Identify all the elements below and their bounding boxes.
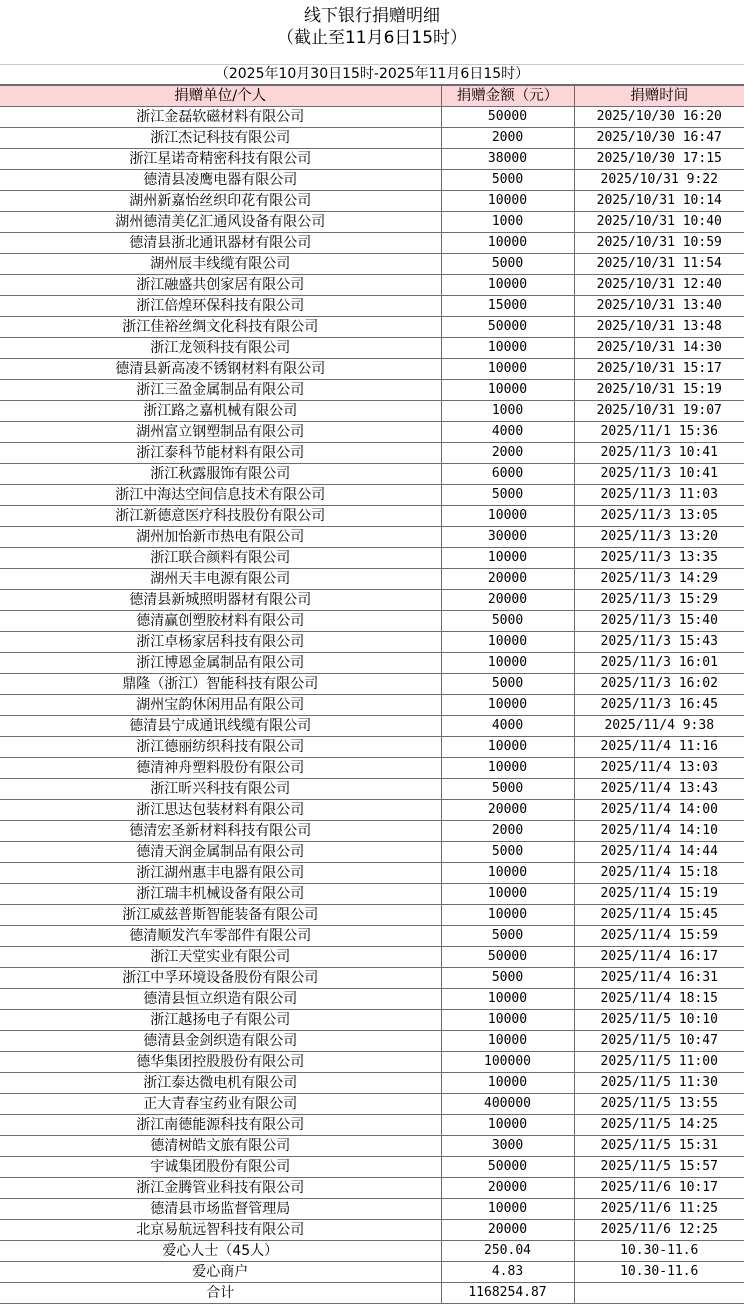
amount-cell: 10000 [441, 548, 574, 569]
amount-cell: 5000 [441, 842, 574, 863]
donor-cell: 爱心商户 [0, 1262, 441, 1283]
amount-cell: 10000 [441, 233, 574, 254]
table-row [0, 338, 744, 359]
amount-cell: 5000 [441, 779, 574, 800]
time-cell: 2025/11/3 14:29 [574, 569, 744, 590]
donor-cell: 浙江联合颜料有限公司 [0, 548, 441, 569]
amount-cell: 1000 [441, 212, 574, 233]
document-header [0, 0, 744, 65]
donor-cell: 浙江新德意医疗科技股份有限公司 [0, 506, 441, 527]
time-cell: 2025/11/5 14:25 [574, 1115, 744, 1136]
donor-cell: 德清县市场监督管理局 [0, 1199, 441, 1220]
table-row [0, 380, 744, 401]
document-subtitle: （截止至11月6日15时） [276, 28, 468, 48]
amount-cell: 5000 [441, 968, 574, 989]
time-cell: 2025/11/6 12:25 [574, 1220, 744, 1241]
donor-cell: 德清天润金属制品有限公司 [0, 842, 441, 863]
amount-cell: 10000 [441, 338, 574, 359]
amount-cell: 10000 [441, 695, 574, 716]
time-cell: 2025/11/3 10:41 [574, 464, 744, 485]
table-row [0, 422, 744, 443]
table-row [0, 842, 744, 863]
amount-cell: 10000 [441, 758, 574, 779]
amount-cell: 10000 [441, 632, 574, 653]
column-header-donor: 捐赠单位/个人 [0, 86, 441, 107]
table-row [0, 737, 744, 758]
table-row [0, 359, 744, 380]
amount-cell: 4000 [441, 422, 574, 443]
time-cell: 2025/11/3 15:40 [574, 611, 744, 632]
time-cell: 2025/10/31 10:40 [574, 212, 744, 233]
donor-cell: 湖州富立钢塑制品有限公司 [0, 422, 441, 443]
time-cell: 2025/11/3 16:45 [574, 695, 744, 716]
time-cell: 2025/11/3 16:01 [574, 653, 744, 674]
amount-cell: 5000 [441, 926, 574, 947]
time-cell: 2025/10/31 11:54 [574, 254, 744, 275]
donor-cell: 湖州加怡新市热电有限公司 [0, 527, 441, 548]
table-row [0, 464, 744, 485]
amount-cell: 10000 [441, 359, 574, 380]
time-cell: 2025/10/31 13:40 [574, 296, 744, 317]
donor-cell: 德清赢创塑胶材料有限公司 [0, 611, 441, 632]
column-header-time: 捐赠时间 [574, 86, 744, 107]
table-row [0, 506, 744, 527]
donor-cell: 德清县宁成通讯线缆有限公司 [0, 716, 441, 737]
time-cell: 2025/11/4 15:59 [574, 926, 744, 947]
table-row [0, 548, 744, 569]
donor-cell: 浙江泰科节能材料有限公司 [0, 443, 441, 464]
donor-cell: 湖州辰丰线缆有限公司 [0, 254, 441, 275]
amount-cell: 10000 [441, 191, 574, 212]
time-cell: 2025/11/4 14:44 [574, 842, 744, 863]
time-cell: 2025/10/30 16:20 [574, 107, 744, 128]
table-row [0, 443, 744, 464]
amount-cell: 10000 [441, 275, 574, 296]
donor-cell: 湖州新嘉怡丝织印花有限公司 [0, 191, 441, 212]
donor-cell: 湖州天丰电源有限公司 [0, 569, 441, 590]
table-row [0, 1115, 744, 1136]
table-row [0, 821, 744, 842]
donor-cell: 德清县浙北通讯器材有限公司 [0, 233, 441, 254]
donor-cell: 浙江卓杨家居科技有限公司 [0, 632, 441, 653]
donor-cell: 宇诚集团股份有限公司 [0, 1157, 441, 1178]
table-row [0, 317, 744, 338]
amount-cell: 50000 [441, 1157, 574, 1178]
time-cell: 2025/11/3 15:29 [574, 590, 744, 611]
table-row [0, 1073, 744, 1094]
donor-cell: 德清顺发汽车零部件有限公司 [0, 926, 441, 947]
table-row [0, 905, 744, 926]
donor-cell: 北京易航远智科技有限公司 [0, 1220, 441, 1241]
donor-cell: 德清县金剑织造有限公司 [0, 1031, 441, 1052]
table-row [0, 779, 744, 800]
donor-cell: 德清宏圣新材料科技有限公司 [0, 821, 441, 842]
time-cell: 2025/11/5 15:57 [574, 1157, 744, 1178]
amount-cell: 20000 [441, 590, 574, 611]
amount-cell: 10000 [441, 1073, 574, 1094]
donor-cell: 德清神舟塑料股份有限公司 [0, 758, 441, 779]
donor-cell: 浙江思达包装材料有限公司 [0, 800, 441, 821]
donor-cell: 德清县恒立织造有限公司 [0, 989, 441, 1010]
amount-cell: 2000 [441, 443, 574, 464]
table-row [0, 590, 744, 611]
amount-cell: 10000 [441, 380, 574, 401]
table-row [0, 1178, 744, 1199]
amount-cell: 10000 [441, 1010, 574, 1031]
time-cell: 2025/10/31 10:14 [574, 191, 744, 212]
donor-cell: 浙江金腾管业科技有限公司 [0, 1178, 441, 1199]
amount-cell: 50000 [441, 107, 574, 128]
time-cell: 2025/11/3 10:41 [574, 443, 744, 464]
time-cell: 2025/11/5 15:31 [574, 1136, 744, 1157]
amount-cell: 10000 [441, 905, 574, 926]
time-cell: 2025/11/4 14:10 [574, 821, 744, 842]
table-row [0, 926, 744, 947]
time-cell: 2025/10/31 12:40 [574, 275, 744, 296]
table-row [0, 1136, 744, 1157]
amount-cell: 6000 [441, 464, 574, 485]
time-cell: 2025/11/4 14:00 [574, 800, 744, 821]
table-row [0, 107, 744, 128]
amount-cell: 5000 [441, 611, 574, 632]
amount-cell: 1000 [441, 401, 574, 422]
time-cell: 2025/11/5 10:47 [574, 1031, 744, 1052]
time-cell: 2025/11/4 18:15 [574, 989, 744, 1010]
time-cell: 2025/10/31 15:19 [574, 380, 744, 401]
table-row [0, 527, 744, 548]
table-row [0, 695, 744, 716]
amount-cell: 10000 [441, 884, 574, 905]
time-cell: 2025/11/6 10:17 [574, 1178, 744, 1199]
donor-cell: 浙江三盈金属制品有限公司 [0, 380, 441, 401]
donor-cell: 爱心人士（45人） [0, 1241, 441, 1262]
donor-cell: 湖州德清美亿汇通风设备有限公司 [0, 212, 441, 233]
amount-cell: 10000 [441, 989, 574, 1010]
donor-cell: 德清县新高凌不锈钢材料有限公司 [0, 359, 441, 380]
time-cell: 2025/11/5 11:00 [574, 1052, 744, 1073]
table-row [0, 1031, 744, 1052]
time-cell: 2025/11/4 16:17 [574, 947, 744, 968]
amount-cell: 30000 [441, 527, 574, 548]
table-row [0, 275, 744, 296]
donor-cell: 浙江秋露服饰有限公司 [0, 464, 441, 485]
amount-cell: 4000 [441, 716, 574, 737]
time-cell: 2025/11/4 15:45 [574, 905, 744, 926]
donor-cell: 浙江融盛共创家居有限公司 [0, 275, 441, 296]
table-row [0, 569, 744, 590]
donor-cell: 浙江杰记科技有限公司 [0, 128, 441, 149]
table-row [0, 1010, 744, 1031]
time-cell: 2025/11/4 13:43 [574, 779, 744, 800]
donor-cell: 正大青春宝药业有限公司 [0, 1094, 441, 1115]
amount-cell: 15000 [441, 296, 574, 317]
donor-cell: 浙江湖州惠丰电器有限公司 [0, 863, 441, 884]
time-cell: 2025/11/5 13:55 [574, 1094, 744, 1115]
table-row [0, 1052, 744, 1073]
amount-cell: 5000 [441, 485, 574, 506]
amount-cell: 20000 [441, 1220, 574, 1241]
donor-cell: 合计 [0, 1283, 441, 1304]
document-title: 线下银行捐赠明细 [304, 6, 440, 26]
time-cell: 2025/11/3 13:20 [574, 527, 744, 548]
table-row [0, 758, 744, 779]
amount-cell: 10000 [441, 737, 574, 758]
time-cell: 2025/11/6 11:25 [574, 1199, 744, 1220]
table-row [0, 653, 744, 674]
time-cell: 2025/11/4 13:03 [574, 758, 744, 779]
table-row [0, 149, 744, 170]
donor-cell: 德清县凌鹰电器有限公司 [0, 170, 441, 191]
table-row [0, 1220, 744, 1241]
donor-cell: 浙江德丽纺织科技有限公司 [0, 737, 441, 758]
table-row [0, 1262, 744, 1283]
time-cell: 2025/10/30 17:15 [574, 149, 744, 170]
donor-cell: 鼎隆（浙江）智能科技有限公司 [0, 674, 441, 695]
table-row [0, 1199, 744, 1220]
table-row [0, 191, 744, 212]
amount-cell: 10000 [441, 506, 574, 527]
donor-cell: 浙江天堂实业有限公司 [0, 947, 441, 968]
amount-cell: 38000 [441, 149, 574, 170]
amount-cell: 20000 [441, 800, 574, 821]
donor-cell: 浙江昕兴科技有限公司 [0, 779, 441, 800]
table-row [0, 170, 744, 191]
donor-cell: 浙江中孚环境设备股份有限公司 [0, 968, 441, 989]
time-cell: 2025/11/3 13:35 [574, 548, 744, 569]
amount-cell: 5000 [441, 674, 574, 695]
amount-cell: 250.04 [441, 1241, 574, 1262]
time-cell: 2025/11/4 15:18 [574, 863, 744, 884]
table-row [0, 233, 744, 254]
table-row [0, 128, 744, 149]
donor-cell: 德清县新城照明器材有限公司 [0, 590, 441, 611]
donor-cell: 浙江路之嘉机械有限公司 [0, 401, 441, 422]
time-cell: 2025/11/5 10:10 [574, 1010, 744, 1031]
donor-cell: 浙江金磊软磁材料有限公司 [0, 107, 441, 128]
time-cell: 2025/11/3 16:02 [574, 674, 744, 695]
table-row [0, 716, 744, 737]
amount-cell: 400000 [441, 1094, 574, 1115]
table-row [0, 1241, 744, 1262]
amount-cell: 10000 [441, 1115, 574, 1136]
table-row [0, 611, 744, 632]
table-row [0, 800, 744, 821]
amount-cell: 10000 [441, 863, 574, 884]
time-cell [574, 1283, 744, 1304]
amount-cell: 1168254.87 [441, 1283, 574, 1304]
table-row [0, 632, 744, 653]
table-row [0, 947, 744, 968]
date-range: （2025年10月30日15时-2025年11月6日15时） [0, 65, 744, 85]
amount-cell: 10000 [441, 1199, 574, 1220]
time-cell: 2025/10/31 9:22 [574, 170, 744, 191]
time-cell: 2025/10/31 10:59 [574, 233, 744, 254]
table-row [0, 1157, 744, 1178]
table-row [0, 1094, 744, 1115]
donor-cell: 浙江博恩金属制品有限公司 [0, 653, 441, 674]
donor-cell: 浙江中海达空间信息技术有限公司 [0, 485, 441, 506]
time-cell: 2025/10/31 15:17 [574, 359, 744, 380]
time-cell: 2025/11/3 13:05 [574, 506, 744, 527]
table-row [0, 863, 744, 884]
table-row [0, 1283, 744, 1304]
amount-cell: 2000 [441, 128, 574, 149]
donor-cell: 浙江龙领科技有限公司 [0, 338, 441, 359]
amount-cell: 50000 [441, 317, 574, 338]
donor-cell: 浙江泰达微电机有限公司 [0, 1073, 441, 1094]
amount-cell: 20000 [441, 1178, 574, 1199]
amount-cell: 5000 [441, 170, 574, 191]
table-row [0, 485, 744, 506]
amount-cell: 2000 [441, 821, 574, 842]
amount-cell: 20000 [441, 569, 574, 590]
time-cell: 2025/11/4 15:19 [574, 884, 744, 905]
donor-cell: 浙江星诺奇精密科技有限公司 [0, 149, 441, 170]
time-cell: 2025/10/30 16:47 [574, 128, 744, 149]
time-cell: 10.30-11.6 [574, 1262, 744, 1283]
table-row [0, 674, 744, 695]
donor-cell: 浙江瑞丰机械设备有限公司 [0, 884, 441, 905]
donor-cell: 浙江倍煌环保科技有限公司 [0, 296, 441, 317]
donor-cell: 浙江南德能源科技有限公司 [0, 1115, 441, 1136]
time-cell: 2025/10/31 19:07 [574, 401, 744, 422]
table-header-row [0, 86, 744, 107]
time-cell: 2025/11/1 15:36 [574, 422, 744, 443]
time-cell: 2025/11/3 15:43 [574, 632, 744, 653]
table-row [0, 989, 744, 1010]
table-row [0, 296, 744, 317]
column-header-amount: 捐赠金额（元） [441, 86, 574, 107]
amount-cell: 4.83 [441, 1262, 574, 1283]
donor-cell: 德华集团控股股份有限公司 [0, 1052, 441, 1073]
donor-cell: 浙江威兹普斯智能装备有限公司 [0, 905, 441, 926]
donor-cell: 湖州宝韵休闲用品有限公司 [0, 695, 441, 716]
amount-cell: 10000 [441, 1031, 574, 1052]
donor-cell: 德清树皓文旅有限公司 [0, 1136, 441, 1157]
amount-cell: 50000 [441, 947, 574, 968]
table-row [0, 254, 744, 275]
time-cell: 2025/10/31 13:48 [574, 317, 744, 338]
table-row [0, 212, 744, 233]
table-row [0, 968, 744, 989]
donation-table [0, 85, 744, 1304]
table-row [0, 401, 744, 422]
time-cell: 2025/11/5 11:30 [574, 1073, 744, 1094]
donor-cell: 浙江佳裕丝绸文化科技有限公司 [0, 317, 441, 338]
time-cell: 2025/11/3 11:03 [574, 485, 744, 506]
amount-cell: 100000 [441, 1052, 574, 1073]
time-cell: 10.30-11.6 [574, 1241, 744, 1262]
donor-cell: 浙江越扬电子有限公司 [0, 1010, 441, 1031]
time-cell: 2025/10/31 14:30 [574, 338, 744, 359]
amount-cell: 3000 [441, 1136, 574, 1157]
table-row [0, 884, 744, 905]
time-cell: 2025/11/4 9:38 [574, 716, 744, 737]
time-cell: 2025/11/4 11:16 [574, 737, 744, 758]
amount-cell: 5000 [441, 254, 574, 275]
amount-cell: 10000 [441, 653, 574, 674]
time-cell: 2025/11/4 16:31 [574, 968, 744, 989]
